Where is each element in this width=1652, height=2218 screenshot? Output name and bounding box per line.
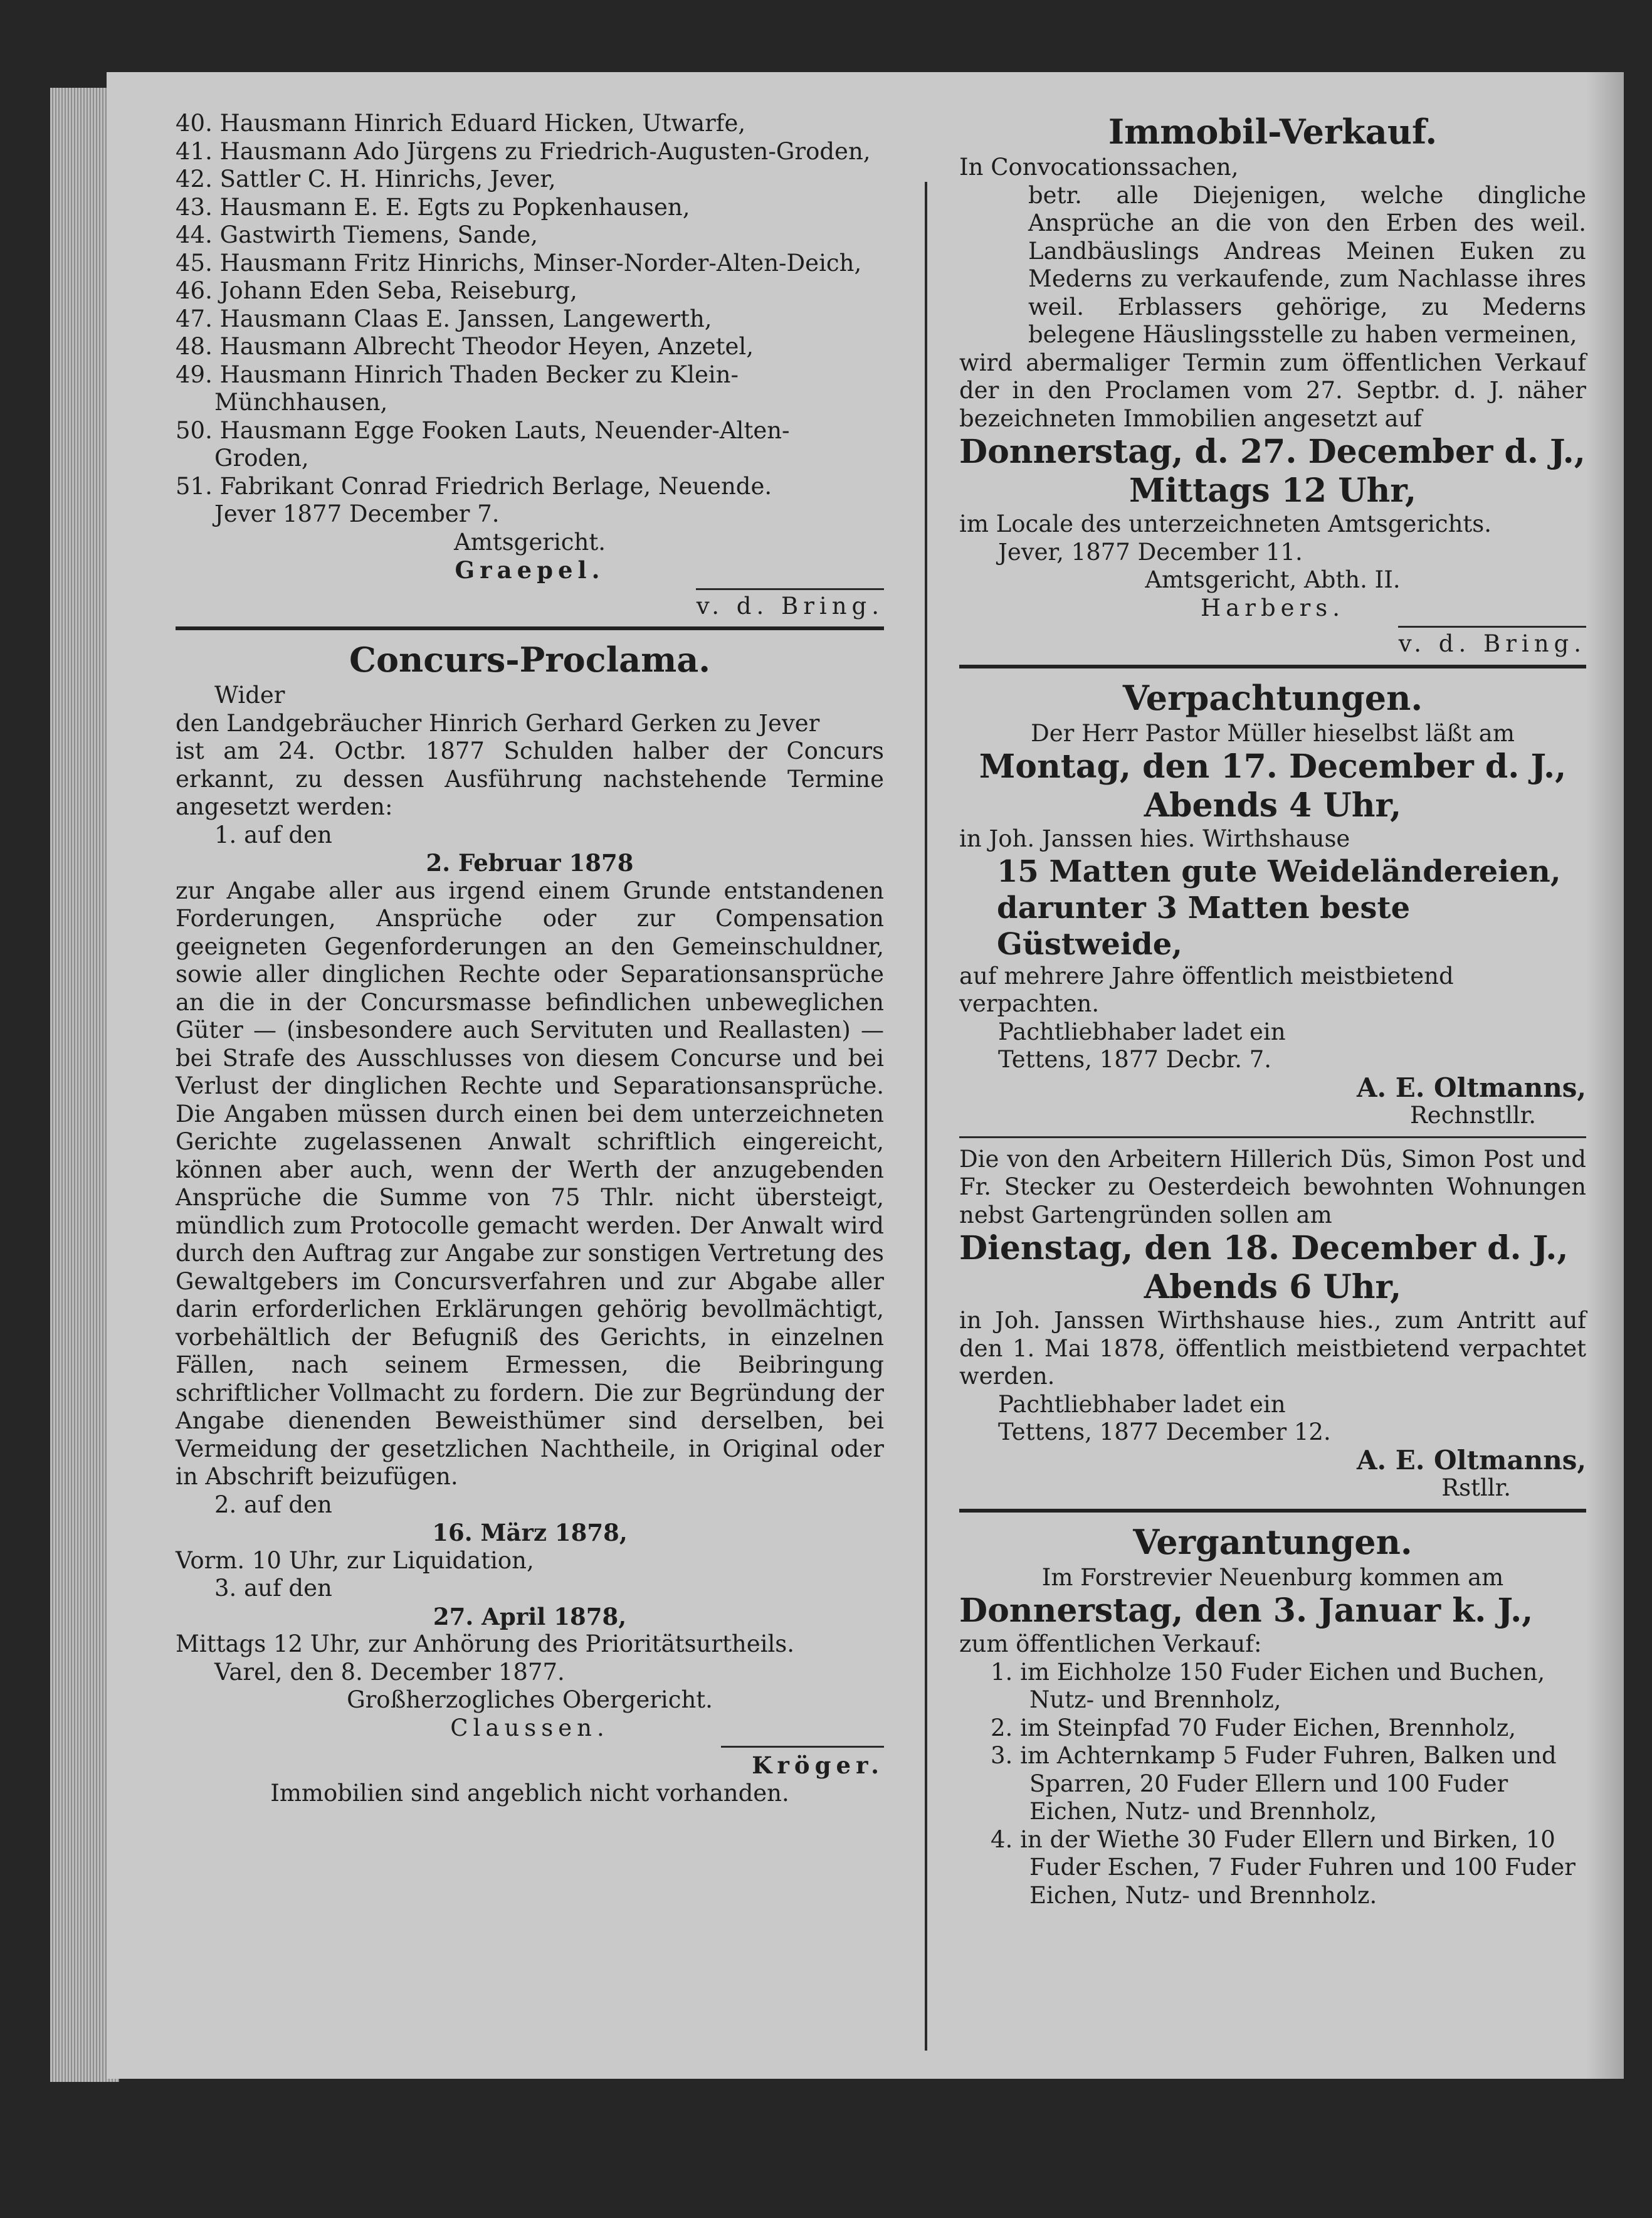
verpacht-place-date2: Tettens, 1877 December 12. [998, 1418, 1331, 1445]
verpacht-signer2-title: Rstllr. [1441, 1474, 1511, 1501]
concurs-title: Concurs-Proclama. [349, 640, 711, 680]
immobil-place-date: Jever, 1877 December 11. [998, 538, 1303, 566]
verpacht-date: Montag, den 17. December d. J., [979, 747, 1567, 786]
verpacht-place: in Joh. Janssen hies. Wirthshause [959, 825, 1350, 852]
list-item: 2. im Steinpfad 70 Fuder Eichen, Brennholz, [991, 1714, 1517, 1741]
immobil-time: Mittags 12 Uhr, [1129, 472, 1417, 510]
verpacht-intro: Der Herr Pastor Müller hieselbst läßt am [1031, 719, 1515, 747]
list-item: 49. Hausmann Hinrich Thaden Becker zu Klein-Münchhausen, [176, 361, 739, 416]
term-3-date: 27. April 1878, [433, 1602, 627, 1630]
vergant-title: Vergantungen. [1133, 1521, 1413, 1562]
term-1-date: 2. Februar 1878 [426, 849, 634, 877]
verpacht-object: 15 Matten gute Weideländereien, darunter 3 Matten beste Güstweide, [997, 853, 1561, 962]
verpacht-intro2: Die von den Arbeitern Hillerich Düs, Simon Post und Fr. Stecker zu Oesterdeich bewohnten Wohnungen nebst Gartengründen sollen am [959, 1145, 1586, 1228]
term-1-label: 1. auf den [214, 821, 332, 848]
section-divider [959, 665, 1586, 668]
section-divider [176, 626, 884, 630]
verpacht-time: Abends 4 Uhr, [1144, 786, 1402, 825]
list-item: 45. Hausmann Fritz Hinrichs, Minser-Norder-Alten-Deich, [176, 249, 862, 277]
concurs-judge: Claussen. [450, 1714, 609, 1741]
signature-rule [721, 1746, 884, 1748]
signature-rule [1398, 626, 1586, 628]
term-3-label: 3. auf den [214, 1575, 332, 1602]
immobil-body1: betr. alle Diejenigen, welche dingliche Ansprüche an die von den Erben des weil. Landbäuslings Andreas Meinen Euken zu Mederns zu verkaufende, zum Nachlasse ihres weil. Erblassers gehörige, zu Mederns belegene Häuslingsstelle zu haben vermeinen, [1028, 181, 1586, 348]
term-3-text: Mittags 12 Uhr, zur Anhörung des Prioritätsurtheils. [176, 1630, 795, 1657]
vergant-intro: Im Forstrevier Neuenburg kommen am [1041, 1563, 1504, 1591]
juror-list [176, 110, 884, 500]
verpacht-title: Verpachtungen. [1122, 677, 1423, 718]
term-2-date: 16. März 1878, [432, 1519, 628, 1546]
place-date: Jever 1877 December 7. [214, 500, 500, 527]
list-item: 41. Hausmann Ado Jürgens zu Friedrich-Augusten-Groden, [176, 137, 871, 165]
verpacht-invite2: Pachtliebhaber ladet ein [998, 1390, 1286, 1418]
list-item: 51. Fabrikant Conrad Friedrich Berlage, Neuende. [176, 472, 772, 500]
immobil-judge: Harbers. [1200, 594, 1345, 621]
verpacht-place-date: Tettens, 1877 Decbr. 7. [998, 1046, 1272, 1073]
concurs-intro: ist am 24. Octbr. 1877 Schulden halber der Concurs erkannt, zu dessen Ausführung nachstehende Termine angesetzt werden: [176, 737, 884, 820]
immobil-title: Immobil-Verkauf. [1108, 112, 1438, 152]
list-item: 40. Hausmann Hinrich Eduard Hicken, Utwarfe, [176, 110, 746, 137]
vergant-sub: zum öffentlichen Verkauf: [959, 1630, 1262, 1657]
verpacht-signer-title: Rechnstllr. [1409, 1102, 1536, 1129]
concurs-wider: Wider [214, 682, 285, 709]
vergant-date: Donnerstag, den 3. Januar k. J., [959, 1592, 1534, 1630]
clerk-signature: v. d. Bring. [696, 592, 884, 620]
concurs-court: Großherzogliches Obergericht. [347, 1686, 713, 1713]
term-2-text: Vorm. 10 Uhr, zur Liquidation, [176, 1546, 534, 1574]
list-item: 48. Hausmann Albrecht Theodor Heyen, Anzetel, [176, 333, 754, 360]
immobil-body2: wird abermaliger Termin zum öffentlichen Verkauf der in den Proclamen vom 27. Septbr. d. J. näher bezeichneten Immobilien angesetzt auf [959, 349, 1586, 432]
divider [959, 1136, 1586, 1138]
judge-signature: Graepel. [455, 556, 605, 584]
immobil-clerk: v. d. Bring. [1398, 630, 1586, 657]
concurs-proclama [176, 638, 884, 1807]
list-item: 44. Gastwirth Tiemens, Sande, [176, 221, 539, 248]
concurs-place-date: Varel, den 8. December 1877. [214, 1658, 565, 1686]
immobil-date: Donnerstag, d. 27. December d. J., [959, 433, 1586, 471]
right-column [959, 110, 1586, 1909]
verpacht-invite: Pachtliebhaber ladet ein [998, 1018, 1286, 1045]
list-item: 43. Hausmann E. E. Egts zu Popkenhausen, [176, 193, 690, 221]
list-item: 47. Hausmann Claas E. Janssen, Langewerth, [176, 305, 712, 332]
list-item: 46. Johann Eden Seba, Reiseburg, [176, 277, 577, 304]
immobil-line1: In Convocationssachen, [959, 154, 1239, 181]
concurs-clerk: Kröger. [752, 1751, 884, 1779]
verpacht-terms: auf mehrere Jahre öffentlich meistbietend verpachten. [959, 962, 1454, 1017]
verpachtungen [959, 676, 1586, 1502]
signature-rule [696, 588, 884, 590]
immobil-court: Amtsgericht, Abth. II. [1145, 566, 1401, 593]
verpacht-signer2: A. E. Oltmanns, [1356, 1444, 1586, 1476]
immobil-place: im Locale des unterzeichneten Amtsgerichts. [959, 510, 1492, 537]
page-gutter-shadow [1586, 72, 1624, 2079]
immobil-verkauf [959, 110, 1586, 658]
left-column [176, 110, 884, 1807]
list-item: 1. im Eichholze 150 Fuder Eichen und Buchen, Nutz- und Brennholz, [991, 1658, 1545, 1713]
verpacht-time2: Abends 6 Uhr, [1144, 1268, 1402, 1306]
vergantungen [959, 1520, 1586, 1910]
court-name: Amtsgericht. [454, 528, 606, 556]
section-divider [959, 1509, 1586, 1513]
verpacht-date2: Dienstag, den 18. December d. J., [959, 1229, 1569, 1267]
list-item: 42. Sattler C. H. Hinrichs, Jever, [176, 166, 556, 193]
concurs-debtor: den Landgebräucher Hinrich Gerhard Gerken zu Jever [176, 709, 820, 737]
list-item: 4. in der Wiethe 30 Fuder Ellern und Birken, 10 Fuder Eschen, 7 Fuder Fuhren und 100 Fuder Eichen, Nutz- und Brennholz. [991, 1825, 1576, 1909]
list-item: 3. im Achternkamp 5 Fuder Fuhren, Balken und Sparren, 20 Fuder Ellern und 100 Fuder Eichen, Nutz- und Brennholz, [991, 1742, 1557, 1825]
concurs-body: zur Angabe aller aus irgend einem Grunde entstandenen Forderungen, Ansprüche oder zur Compensation geeigneten Gegenforderungen an den Gemeinschuldner, sowie aller dinglichen Rechte oder Separationsansprüche an die in der Concursmasse befindlichen unbeweglichen Güter — (insbesondere auch Servituten und Reallasten) — bei Strafe des Ausschlusses von diesem Concurse und bei Verlust der dinglichen Rechte und Separationsansprüche. Die Angaben müssen durch einen bei dem unterzeichneten Gerichte zugelassenen Anwalt schriftlich eingereicht, können aber auch, wenn der Werth der anzugebenden Ansprüche die Summe von 75 Thlr. nicht übersteigt, mündlich zum Protocolle gemacht werden. Der Anwalt wird durch den Auftrag zur Angabe zur sonstigen Vertretung des Gewaltgebers im Concursverfahren und zur Abgabe aller darin erforderlichen Erklärungen gehörig bevollmächtigt, vorbehältlich der Befugniß des Gerichts, in einzelnen Fällen, nach seinem Ermessen, die Beibringung schriftlicher Vollmacht zu fordern. Die zur Begründung der Angabe dienenden Beweisthümer sind derselben, bei Vermeidung der gesetzlichen Nachtheile, in Original oder in Abschrift beizufügen. [176, 877, 884, 1490]
verpacht-signer: A. E. Oltmanns, [1356, 1072, 1586, 1103]
concurs-note: Immobilien sind angeblich nicht vorhanden. [270, 1779, 789, 1807]
list-item: 50. Hausmann Egge Fooken Lauts, Neuender-Alten-Groden, [176, 416, 790, 472]
verpacht-body2: in Joh. Janssen Wirthshause hies., zum Antritt auf den 1. Mai 1878, öffentlich meistbietend verpachtet werden. [959, 1307, 1586, 1390]
term-2-label: 2. auf den [214, 1491, 332, 1518]
column-divider [925, 182, 927, 2051]
